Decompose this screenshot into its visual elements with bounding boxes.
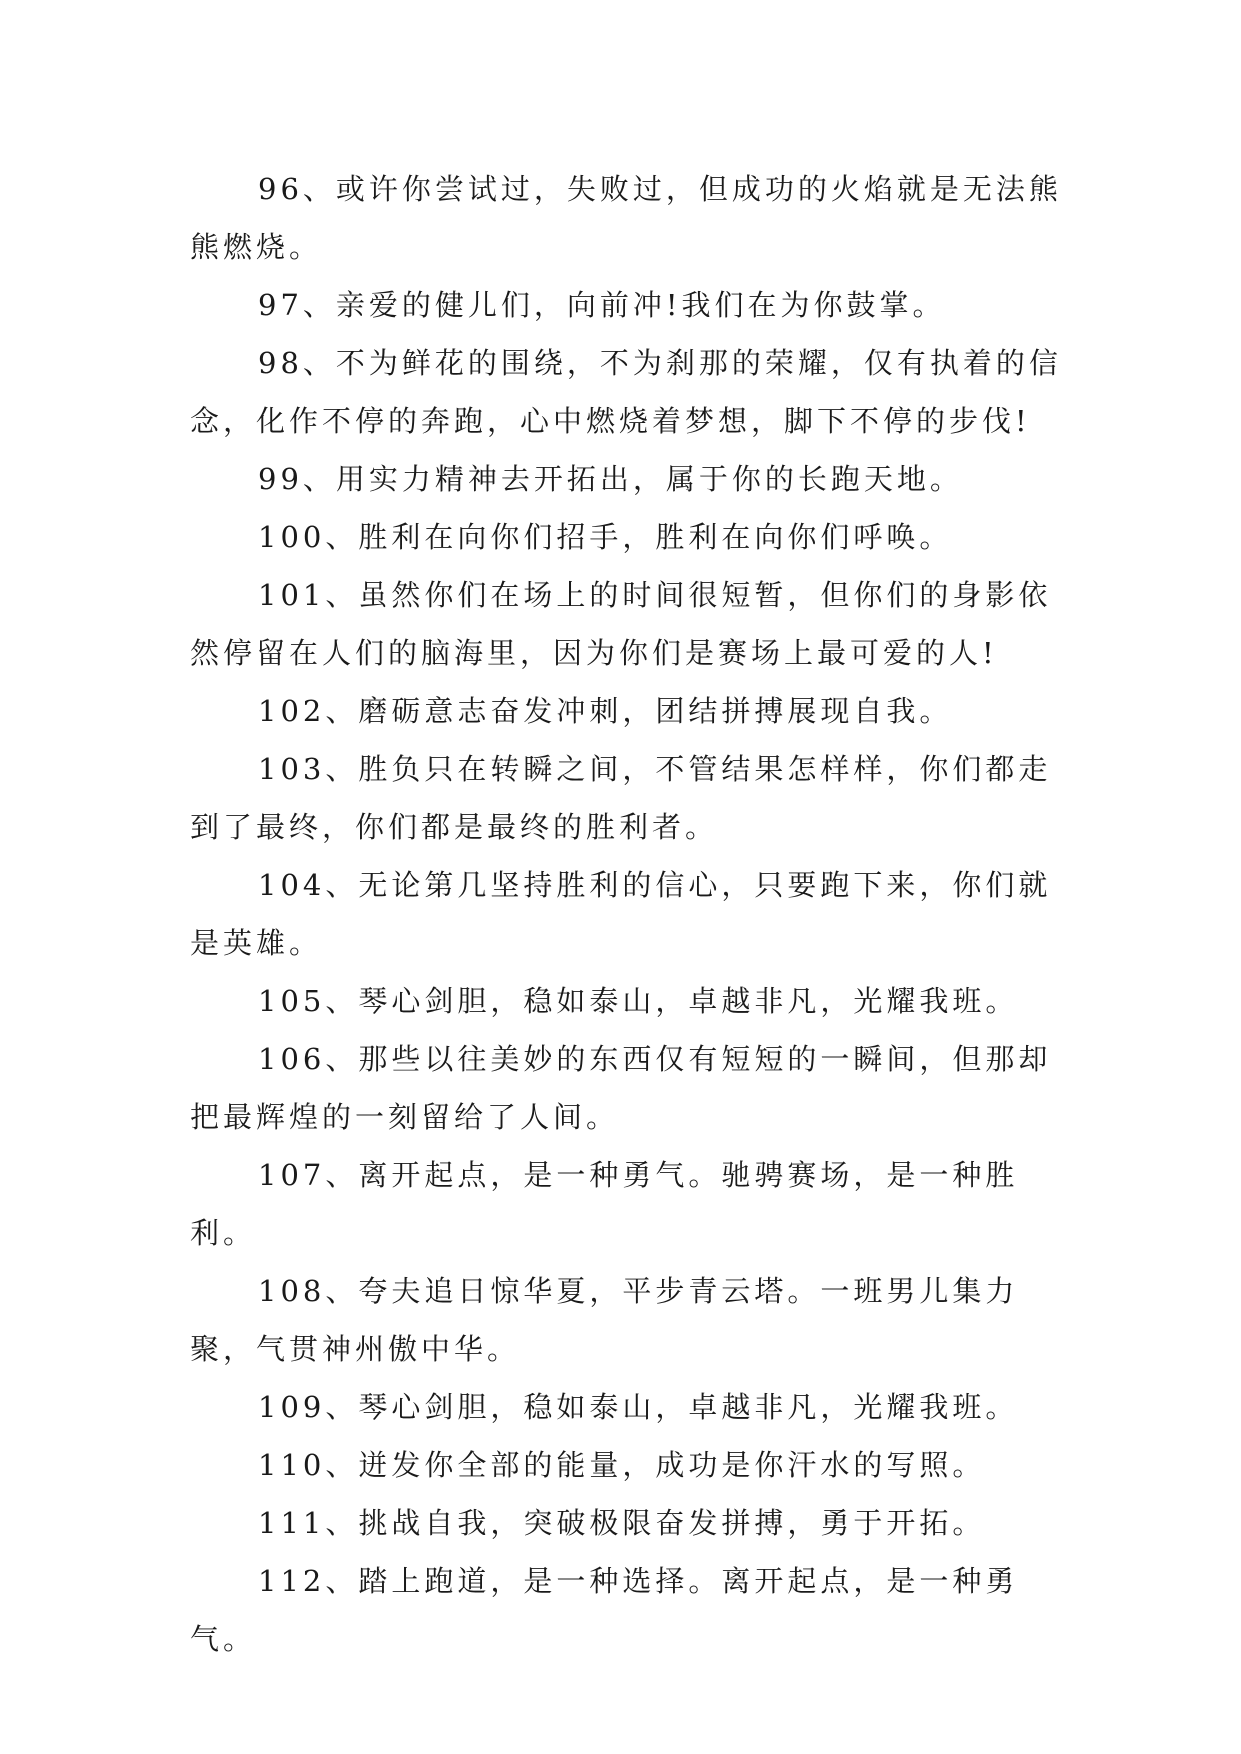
paragraph-100: 100、胜利在向你们招手，胜利在向你们呼唤。 [258,520,953,554]
paragraph-101: 101、虽然你们在场上的时间很短暂，但你们的身影依然停留在人们的脑海里，因为你们是赛场上最可爱的人! [190,578,1052,670]
paragraph-99: 99、用实力精神去开拓出，属于你的长跑天地。 [258,462,963,496]
document-body [190,160,1070,1668]
paragraph-104: 104、无论第几坚持胜利的信心，只要跑下来，你们就是英雄。 [190,868,1052,960]
paragraph-97: 97、亲爱的健儿们，向前冲!我们在为你鼓掌。 [258,288,946,322]
paragraph-109: 109、琴心剑胆，稳如泰山，卓越非凡，光耀我班。 [258,1390,1019,1424]
paragraph-107: 107、离开起点，是一种勇气。驰骋赛场，是一种胜利。 [190,1158,1019,1250]
paragraph-98: 98、不为鲜花的围绕，不为刹那的荣耀，仅有执着的信念，化作不停的奔跑，心中燃烧着梦想，脚下不停的步伐! [190,346,1062,438]
paragraph-111: 111、挑战自我，突破极限奋发拼搏，勇于开拓。 [258,1506,986,1540]
paragraph-110: 110、迸发你全部的能量，成功是你汗水的写照。 [258,1448,986,1482]
paragraph-102: 102、磨砺意志奋发冲刺，团结拼搏展现自我。 [258,694,953,728]
paragraph-108: 108、夸夫追日惊华夏，平步青云塔。一班男儿集力聚，气贯神州傲中华。 [190,1274,1019,1366]
paragraph-103: 103、胜负只在转瞬之间，不管结果怎样样，你们都走到了最终，你们都是最终的胜利者。 [190,752,1052,844]
paragraph-105: 105、琴心剑胆，稳如泰山，卓越非凡，光耀我班。 [258,984,1019,1018]
paragraph-96: 96、或许你尝试过，失败过，但成功的火焰就是无法熊熊燃烧。 [190,172,1062,264]
paragraph-112: 112、踏上跑道，是一种选择。离开起点，是一种勇气。 [190,1564,1019,1656]
paragraph-106: 106、那些以往美妙的东西仅有短短的一瞬间，但那却把最辉煌的一刻留给了人间。 [190,1042,1052,1134]
